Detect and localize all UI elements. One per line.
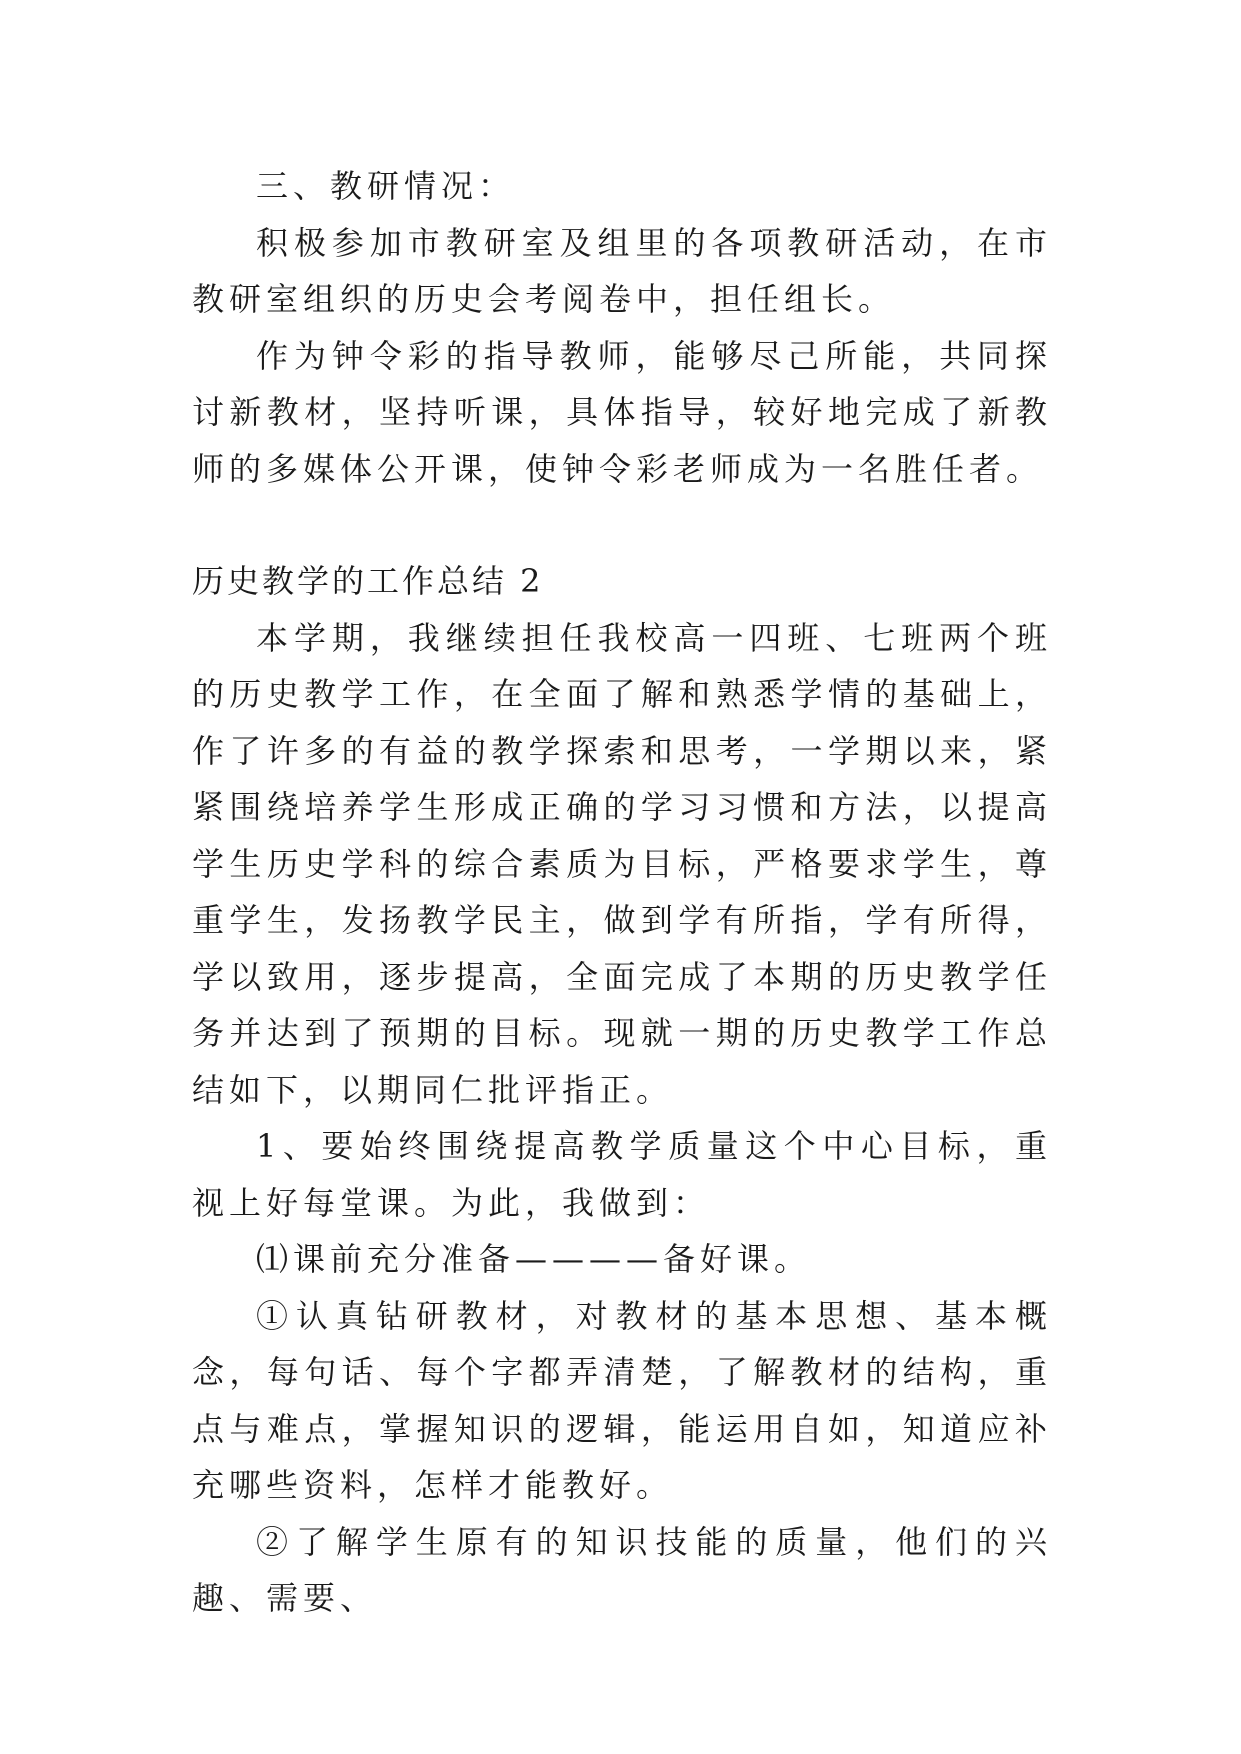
section-heading-teaching-research: 三、教研情况： [256, 167, 516, 205]
paragraph: 本学期，我继续担任我校高一四班、七班两个班的历史教学工作，在全面了解和熟悉学情的基础上，作了许多的有益的教学探索和思考，一学期以来，紧紧围绕培养学生形成正确的学习习惯和方法，以提高学生历史学科的综合素质为目标，严格要求学生，尊重学生，发扬教学民主，做到学有所指，学有所得，学以致用，逐步提高，全面完成了本期的历史教学任务并达到了预期的目标。现就一期的历史教学工作总结如下，以期同仁批评指正。 [192, 618, 1052, 1109]
document-body [192, 158, 1052, 1627]
paragraph: ①认真钻研教材，对教材的基本思想、基本概念，每句话、每个字都弄清楚，了解教材的结构，重点与难点，掌握知识的逻辑，能运用自如，知道应补充哪些资料，怎样才能教好。 [192, 1296, 1052, 1504]
section-title: 历史教学的工作总结 2 [192, 562, 544, 600]
paragraph-spacer [192, 497, 1052, 553]
paragraph: 1、要始终围绕提高教学质量这个中心目标，重视上好每堂课。为此，我做到： [192, 1127, 1052, 1222]
paragraph: 积极参加市教研室及组里的各项教研活动，在市教研室组织的历史会考阅卷中，担任组长。 [192, 223, 1052, 318]
paragraph: 作为钟令彩的指导教师，能够尽己所能，共同探讨新教材，坚持听课，具体指导，较好地完成了新教师的多媒体公开课，使钟令彩老师成为一名胜任者。 [192, 336, 1052, 488]
paragraph: ⑴课前充分准备————备好课。 [256, 1240, 812, 1278]
paragraph: ②了解学生原有的知识技能的质量，他们的兴趣、需要、 [192, 1522, 1052, 1617]
